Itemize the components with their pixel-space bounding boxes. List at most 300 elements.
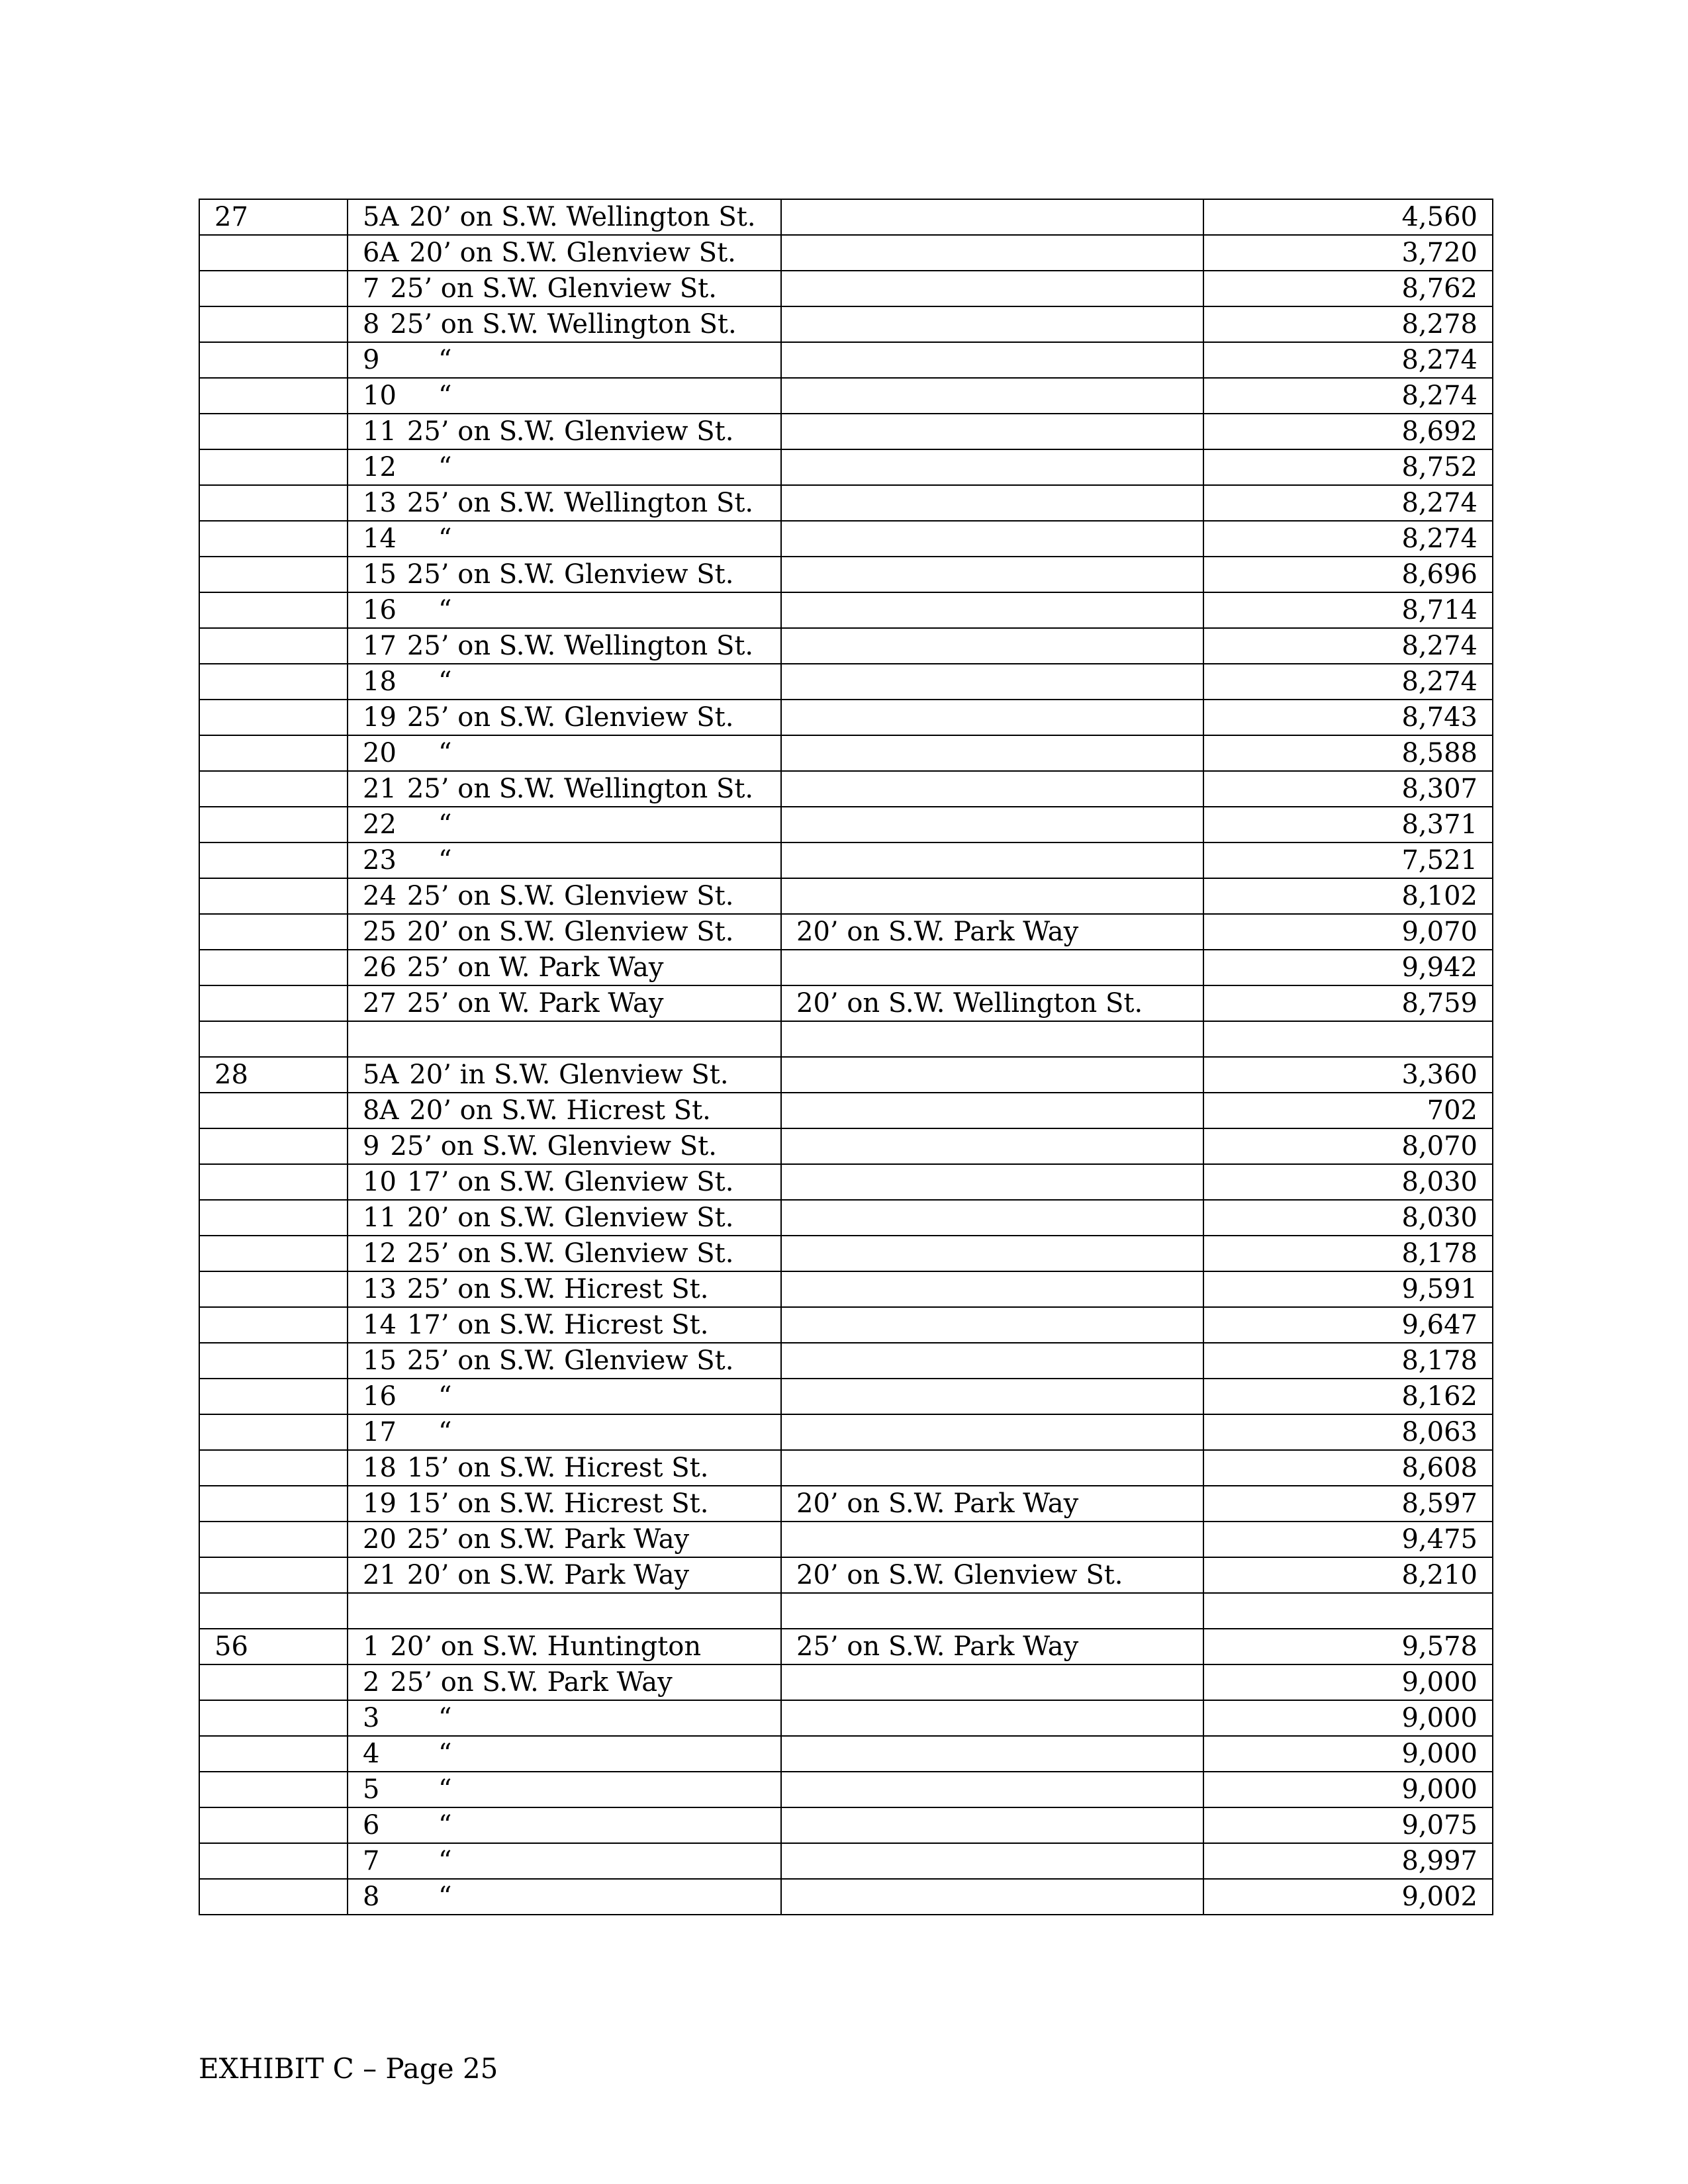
second-frontage-cell xyxy=(781,1772,1203,1807)
frontage-description: 25’ on W. Park Way xyxy=(406,952,664,983)
block-cell xyxy=(199,1700,348,1736)
block-cell: 56 xyxy=(199,1629,348,1664)
table-row xyxy=(199,1629,1493,1664)
block-cell xyxy=(199,1522,348,1557)
frontage-description: 25’ on S.W. Glenview St. xyxy=(406,1238,734,1269)
frontage-description: 25’ on S.W. Park Way xyxy=(406,1524,690,1555)
second-frontage-cell xyxy=(781,1379,1203,1414)
block-cell xyxy=(199,1664,348,1700)
table-row xyxy=(199,842,1493,878)
amount-cell: 3,360 xyxy=(1203,1057,1493,1093)
amount-cell: 8,588 xyxy=(1203,735,1493,771)
second-frontage-cell xyxy=(781,1200,1203,1236)
table-row xyxy=(199,1093,1493,1128)
table-row xyxy=(199,1843,1493,1879)
frontage-description: “ xyxy=(438,845,452,876)
lot-description-cell xyxy=(348,1450,781,1486)
amount-cell: 8,162 xyxy=(1203,1379,1493,1414)
page-footer: EXHIBIT C – Page 25 xyxy=(199,2052,498,2085)
lot-description-cell xyxy=(348,700,781,735)
table-row xyxy=(199,1736,1493,1772)
lot-description-cell xyxy=(348,1807,781,1843)
lot-number: 21 xyxy=(363,1560,397,1590)
table-row xyxy=(199,1379,1493,1414)
lot-description-cell xyxy=(348,1128,781,1164)
frontage-description: 25’ on S.W. Glenview St. xyxy=(406,702,734,733)
amount-cell: 702 xyxy=(1203,1093,1493,1128)
lot-description-cell xyxy=(348,1879,781,1915)
second-frontage-cell xyxy=(781,199,1203,235)
lot-description-cell xyxy=(348,235,781,271)
lot-description-cell xyxy=(348,771,781,807)
table-row xyxy=(199,557,1493,592)
second-frontage-cell xyxy=(781,414,1203,449)
block-cell xyxy=(199,1557,348,1593)
block-cell xyxy=(199,1843,348,1879)
lot-number: 13 xyxy=(363,1274,397,1304)
amount-cell: 8,997 xyxy=(1203,1843,1493,1879)
block-cell xyxy=(199,628,348,664)
amount-cell: 8,696 xyxy=(1203,557,1493,592)
block-cell xyxy=(199,592,348,628)
table-row xyxy=(199,521,1493,557)
lot-description-cell xyxy=(348,1736,781,1772)
block-cell: 27 xyxy=(199,199,348,235)
second-frontage-cell xyxy=(781,1736,1203,1772)
second-frontage-cell xyxy=(781,1021,1203,1057)
amount-cell: 8,762 xyxy=(1203,271,1493,306)
lot-number: 18 xyxy=(363,1453,397,1483)
lot-number: 6 xyxy=(363,1810,380,1841)
second-frontage-cell xyxy=(781,378,1203,414)
lot-number: 24 xyxy=(363,881,397,911)
amount-cell: 3,720 xyxy=(1203,235,1493,271)
table-row xyxy=(199,1700,1493,1736)
lot-number: 17 xyxy=(363,1417,397,1447)
table-row xyxy=(199,1664,1493,1700)
table-row xyxy=(199,1200,1493,1236)
table-row xyxy=(199,1486,1493,1522)
block-cell xyxy=(199,1736,348,1772)
table-row xyxy=(199,1343,1493,1379)
lot-description-cell xyxy=(348,1629,781,1664)
lot-description-cell xyxy=(348,414,781,449)
table-row xyxy=(199,1057,1493,1093)
amount-cell xyxy=(1203,1021,1493,1057)
lot-number: 10 xyxy=(363,381,397,411)
lot-description-cell xyxy=(348,1772,781,1807)
second-frontage-cell: 20’ on S.W. Park Way xyxy=(781,1486,1203,1522)
block-cell xyxy=(199,985,348,1021)
amount-cell: 8,274 xyxy=(1203,521,1493,557)
table-row xyxy=(199,1271,1493,1307)
table-row xyxy=(199,306,1493,342)
table-row xyxy=(199,1807,1493,1843)
lot-number: 21 xyxy=(363,774,397,804)
table-row xyxy=(199,664,1493,700)
lot-number: 23 xyxy=(363,845,397,876)
lot-number: 19 xyxy=(363,1488,397,1519)
second-frontage-cell xyxy=(781,485,1203,521)
lot-number: 13 xyxy=(363,488,397,518)
lot-description-cell xyxy=(348,1379,781,1414)
amount-cell: 8,278 xyxy=(1203,306,1493,342)
lot-description-cell xyxy=(348,306,781,342)
amount-cell: 8,178 xyxy=(1203,1236,1493,1271)
lot-number: 16 xyxy=(363,1381,397,1412)
amount-cell: 8,371 xyxy=(1203,807,1493,842)
second-frontage-cell xyxy=(781,1093,1203,1128)
amount-cell: 8,714 xyxy=(1203,592,1493,628)
table-row xyxy=(199,1307,1493,1343)
second-frontage-cell xyxy=(781,521,1203,557)
table-row xyxy=(199,1128,1493,1164)
table-row xyxy=(199,1557,1493,1593)
second-frontage-cell xyxy=(781,1593,1203,1629)
table-row xyxy=(199,449,1493,485)
table-row xyxy=(199,1236,1493,1271)
block-cell xyxy=(199,664,348,700)
lot-number: 26 xyxy=(363,952,397,983)
lot-number: 1 xyxy=(363,1631,380,1662)
block-cell xyxy=(199,521,348,557)
table-row xyxy=(199,914,1493,950)
second-frontage-cell xyxy=(781,1236,1203,1271)
second-frontage-cell xyxy=(781,306,1203,342)
lot-description-cell xyxy=(348,878,781,914)
lot-description-cell xyxy=(348,950,781,985)
frontage-description: 25’ on S.W. Wellington St. xyxy=(390,309,737,340)
table-row xyxy=(199,628,1493,664)
frontage-description: “ xyxy=(438,381,452,411)
amount-cell: 9,000 xyxy=(1203,1664,1493,1700)
amount-cell: 9,000 xyxy=(1203,1736,1493,1772)
lot-description-cell xyxy=(348,1057,781,1093)
lot-number: 11 xyxy=(363,1203,397,1233)
frontage-description: 25’ on S.W. Glenview St. xyxy=(390,273,717,304)
amount-cell: 9,578 xyxy=(1203,1629,1493,1664)
frontage-description: 25’ on S.W. Hicrest St. xyxy=(406,1274,709,1304)
frontage-description: “ xyxy=(438,1882,452,1912)
block-cell xyxy=(199,842,348,878)
amount-cell: 9,647 xyxy=(1203,1307,1493,1343)
table-row xyxy=(199,485,1493,521)
second-frontage-cell xyxy=(781,1128,1203,1164)
frontage-description: 25’ on S.W. Glenview St. xyxy=(390,1131,717,1161)
second-frontage-cell xyxy=(781,807,1203,842)
block-cell xyxy=(199,700,348,735)
frontage-description: 15’ on S.W. Hicrest St. xyxy=(406,1453,709,1483)
frontage-description: 25’ on S.W. Glenview St. xyxy=(406,416,734,447)
amount-cell: 8,743 xyxy=(1203,700,1493,735)
lot-number: 9 xyxy=(363,345,380,375)
second-frontage-cell xyxy=(781,1700,1203,1736)
table-row xyxy=(199,414,1493,449)
second-frontage-cell: 20’ on S.W. Wellington St. xyxy=(781,985,1203,1021)
frontage-description: “ xyxy=(438,809,452,840)
amount-cell: 8,102 xyxy=(1203,878,1493,914)
second-frontage-cell xyxy=(781,1450,1203,1486)
table-row xyxy=(199,1450,1493,1486)
frontage-description: “ xyxy=(438,738,452,768)
lot-number: 9 xyxy=(363,1131,380,1161)
second-frontage-cell xyxy=(781,1307,1203,1343)
table-row xyxy=(199,735,1493,771)
lot-number: 14 xyxy=(363,523,397,554)
amount-cell: 8,178 xyxy=(1203,1343,1493,1379)
table-row xyxy=(199,342,1493,378)
block-cell xyxy=(199,1200,348,1236)
lot-number: 17 xyxy=(363,631,397,661)
second-frontage-cell: 20’ on S.W. Glenview St. xyxy=(781,1557,1203,1593)
lot-description-cell xyxy=(348,1557,781,1593)
table-row xyxy=(199,950,1493,985)
second-frontage-cell xyxy=(781,1271,1203,1307)
lot-number: 8 xyxy=(363,309,380,340)
lot-number: 5 xyxy=(363,1774,380,1805)
table-row xyxy=(199,235,1493,271)
frontage-description: 20’ on S.W. Wellington St. xyxy=(409,202,756,232)
table-row xyxy=(199,1772,1493,1807)
lot-description-cell xyxy=(348,664,781,700)
amount-cell: 8,274 xyxy=(1203,628,1493,664)
block-cell xyxy=(199,1486,348,1522)
frontage-description: “ xyxy=(438,1417,452,1447)
table-row xyxy=(199,592,1493,628)
table-row xyxy=(199,271,1493,306)
lot-description-cell xyxy=(348,914,781,950)
lot-number: 7 xyxy=(363,1846,380,1876)
lot-description-cell xyxy=(348,1700,781,1736)
table-row xyxy=(199,985,1493,1021)
amount-cell: 8,210 xyxy=(1203,1557,1493,1593)
amount-cell: 8,070 xyxy=(1203,1128,1493,1164)
frontage-description: 20’ on S.W. Glenview St. xyxy=(409,238,736,268)
block-cell xyxy=(199,271,348,306)
second-frontage-cell xyxy=(781,1164,1203,1200)
block-cell xyxy=(199,1807,348,1843)
lot-number: 5A xyxy=(363,1060,399,1090)
second-frontage-cell xyxy=(781,1522,1203,1557)
block-cell xyxy=(199,1593,348,1629)
block-cell xyxy=(199,485,348,521)
amount-cell: 9,475 xyxy=(1203,1522,1493,1557)
lot-description-cell xyxy=(348,1271,781,1307)
amount-cell: 8,307 xyxy=(1203,771,1493,807)
amount-cell: 8,274 xyxy=(1203,664,1493,700)
second-frontage-cell xyxy=(781,235,1203,271)
second-frontage-cell xyxy=(781,1414,1203,1450)
second-frontage-cell xyxy=(781,628,1203,664)
lot-description-cell xyxy=(348,485,781,521)
lot-number: 3 xyxy=(363,1703,380,1733)
block-cell xyxy=(199,771,348,807)
amount-cell: 8,030 xyxy=(1203,1200,1493,1236)
lot-number: 27 xyxy=(363,988,397,1019)
second-frontage-cell: 25’ on S.W. Park Way xyxy=(781,1629,1203,1664)
amount-cell: 8,597 xyxy=(1203,1486,1493,1522)
table-row xyxy=(199,771,1493,807)
block-cell xyxy=(199,1164,348,1200)
lot-description-cell xyxy=(348,557,781,592)
block-cell xyxy=(199,306,348,342)
lot-description-cell xyxy=(348,628,781,664)
frontage-description: 20’ on S.W. Glenview St. xyxy=(406,917,734,947)
frontage-description: “ xyxy=(438,1810,452,1841)
amount-cell xyxy=(1203,1593,1493,1629)
lot-description-cell xyxy=(348,1164,781,1200)
frontage-description: “ xyxy=(438,345,452,375)
block-cell xyxy=(199,414,348,449)
lot-number: 12 xyxy=(363,452,397,482)
lot-description-cell xyxy=(348,1200,781,1236)
second-frontage-cell xyxy=(781,950,1203,985)
block-cell xyxy=(199,449,348,485)
lot-number: 18 xyxy=(363,666,397,697)
lot-number: 14 xyxy=(363,1310,397,1340)
amount-cell: 9,075 xyxy=(1203,1807,1493,1843)
lot-number: 20 xyxy=(363,738,397,768)
block-cell xyxy=(199,1879,348,1915)
lot-number: 20 xyxy=(363,1524,397,1555)
amount-cell: 8,063 xyxy=(1203,1414,1493,1450)
amount-cell: 9,002 xyxy=(1203,1879,1493,1915)
amount-cell: 8,274 xyxy=(1203,378,1493,414)
amount-cell: 8,030 xyxy=(1203,1164,1493,1200)
lot-description-cell xyxy=(348,735,781,771)
lot-description-cell xyxy=(348,1307,781,1343)
amount-cell: 8,274 xyxy=(1203,342,1493,378)
lot-number: 11 xyxy=(363,416,397,447)
block-cell xyxy=(199,342,348,378)
table-row xyxy=(199,1522,1493,1557)
block-cell xyxy=(199,1307,348,1343)
second-frontage-cell xyxy=(781,1879,1203,1915)
lot-number: 8A xyxy=(363,1095,399,1126)
frontage-description: 20’ on S.W. Park Way xyxy=(406,1560,690,1590)
second-frontage-cell xyxy=(781,271,1203,306)
lot-number: 7 xyxy=(363,273,380,304)
amount-cell: 4,560 xyxy=(1203,199,1493,235)
block-cell xyxy=(199,1128,348,1164)
frontage-description: 25’ on S.W. Glenview St. xyxy=(406,1345,734,1376)
lot-description-cell xyxy=(348,342,781,378)
block-cell xyxy=(199,235,348,271)
frontage-description: “ xyxy=(438,1774,452,1805)
lot-description-cell xyxy=(348,521,781,557)
block-cell xyxy=(199,914,348,950)
block-cell xyxy=(199,1414,348,1450)
table-row xyxy=(199,199,1493,235)
lot-description-cell xyxy=(348,271,781,306)
frontage-description: “ xyxy=(438,1739,452,1769)
second-frontage-cell: 20’ on S.W. Park Way xyxy=(781,914,1203,950)
amount-cell: 9,000 xyxy=(1203,1772,1493,1807)
amount-cell: 8,608 xyxy=(1203,1450,1493,1486)
block-cell xyxy=(199,878,348,914)
lot-number: 12 xyxy=(363,1238,397,1269)
frontage-description: 20’ on S.W. Glenview St. xyxy=(406,1203,734,1233)
lot-description-cell xyxy=(348,1522,781,1557)
second-frontage-cell xyxy=(781,1843,1203,1879)
lot-description-cell xyxy=(348,1343,781,1379)
amount-cell: 9,000 xyxy=(1203,1700,1493,1736)
block-cell xyxy=(199,1343,348,1379)
block-cell xyxy=(199,735,348,771)
frontage-description: “ xyxy=(438,1846,452,1876)
amount-cell: 8,752 xyxy=(1203,449,1493,485)
block-cell xyxy=(199,1271,348,1307)
amount-cell: 8,274 xyxy=(1203,485,1493,521)
amount-cell: 9,070 xyxy=(1203,914,1493,950)
frontage-description: 20’ on S.W. Hicrest St. xyxy=(409,1095,711,1126)
block-cell xyxy=(199,1021,348,1057)
lot-number: 25 xyxy=(363,917,397,947)
table-row xyxy=(199,1021,1493,1057)
block-cell xyxy=(199,557,348,592)
lot-description-cell xyxy=(348,1414,781,1450)
second-frontage-cell xyxy=(781,342,1203,378)
second-frontage-cell xyxy=(781,878,1203,914)
lot-description-cell xyxy=(348,199,781,235)
lot-number: 15 xyxy=(363,559,397,590)
second-frontage-cell xyxy=(781,771,1203,807)
second-frontage-cell xyxy=(781,700,1203,735)
lot-description-cell xyxy=(348,378,781,414)
lot-description-cell xyxy=(348,807,781,842)
table-row xyxy=(199,700,1493,735)
frontage-description: 20’ in S.W. Glenview St. xyxy=(409,1060,729,1090)
table-row xyxy=(199,1879,1493,1915)
lot-description-cell xyxy=(348,1593,781,1629)
amount-cell: 8,692 xyxy=(1203,414,1493,449)
block-cell: 28 xyxy=(199,1057,348,1093)
lot-description-cell xyxy=(348,842,781,878)
lot-description-cell xyxy=(348,985,781,1021)
frontage-description: 17’ on S.W. Hicrest St. xyxy=(406,1310,709,1340)
assessment-table-body xyxy=(199,199,1493,1915)
lot-description-cell xyxy=(348,1093,781,1128)
lot-description-cell xyxy=(348,449,781,485)
frontage-description: “ xyxy=(438,1381,452,1412)
frontage-description: “ xyxy=(438,1703,452,1733)
lot-number: 6A xyxy=(363,238,399,268)
frontage-description: “ xyxy=(438,666,452,697)
second-frontage-cell xyxy=(781,1343,1203,1379)
block-cell xyxy=(199,950,348,985)
frontage-description: 25’ on S.W. Glenview St. xyxy=(406,881,734,911)
lot-description-cell xyxy=(348,1843,781,1879)
frontage-description: 25’ on S.W. Wellington St. xyxy=(406,488,754,518)
frontage-description: “ xyxy=(438,523,452,554)
block-cell xyxy=(199,1379,348,1414)
second-frontage-cell xyxy=(781,1807,1203,1843)
lot-number: 16 xyxy=(363,595,397,625)
table-row xyxy=(199,1164,1493,1200)
second-frontage-cell xyxy=(781,592,1203,628)
frontage-description: 25’ on W. Park Way xyxy=(406,988,664,1019)
lot-description-cell xyxy=(348,1486,781,1522)
block-cell xyxy=(199,1772,348,1807)
amount-cell: 9,942 xyxy=(1203,950,1493,985)
block-cell xyxy=(199,1236,348,1271)
frontage-description: 20’ on S.W. Huntington xyxy=(390,1631,702,1662)
lot-number: 19 xyxy=(363,702,397,733)
frontage-description: 25’ on S.W. Park Way xyxy=(390,1667,673,1698)
lot-number: 10 xyxy=(363,1167,397,1197)
block-cell xyxy=(199,807,348,842)
table-row xyxy=(199,878,1493,914)
